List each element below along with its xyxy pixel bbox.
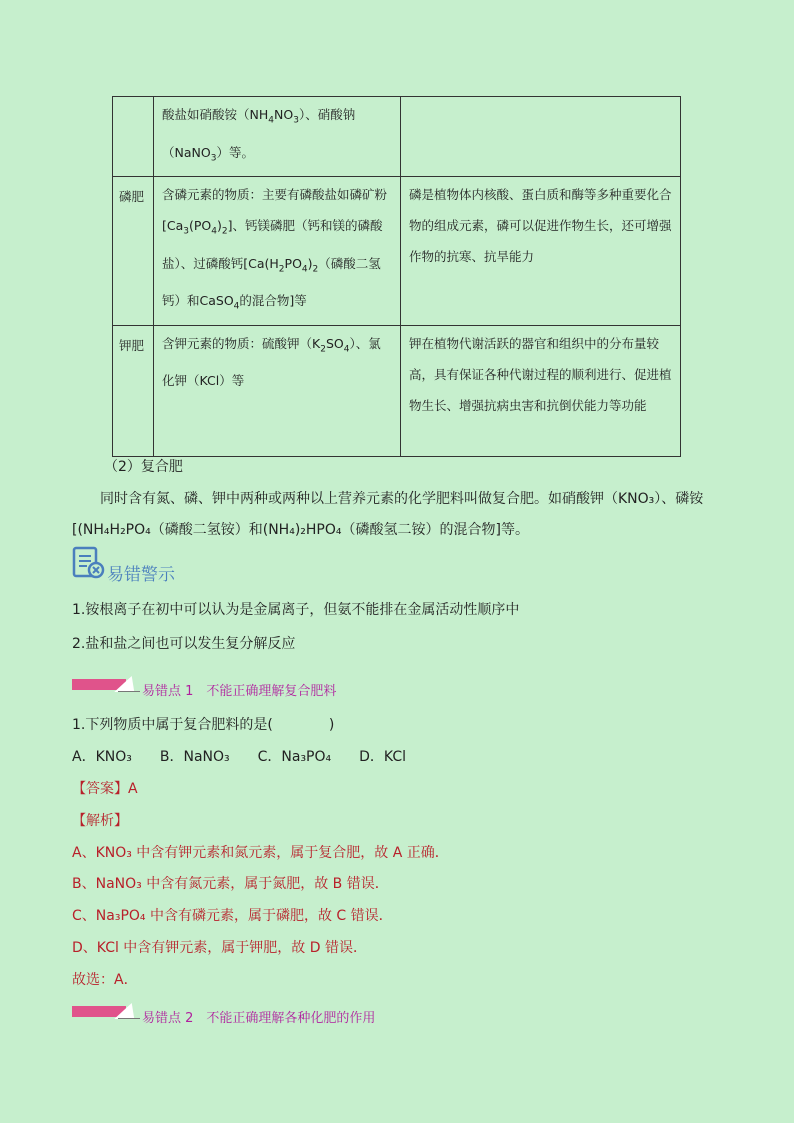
section-heading: （2）复合肥 [104, 459, 183, 475]
table-row [113, 325, 681, 456]
fertilizer-type: 磷肥 [113, 177, 154, 326]
analysis-line: D、KCl 中含有钾元素，属于钾肥，故 D 错误． [72, 940, 367, 956]
table-row [113, 177, 681, 326]
fertilizer-substance: 含钾元素的物质：硫酸钾$(K_2SO_4)$、氯化钾（KCl）等 [154, 325, 401, 456]
warning-point: 1.铵根离子在初中可以认为是金属离子，但氨不能排在金属活动性顺序中 [72, 602, 520, 618]
fertilizer-effect: 磷是植物体内核酸、蛋白质和酶等多种重要化合物的组成元素，磷可以促进作物生长，还可增强作物的抗寒、抗旱能力 [401, 177, 681, 326]
warning-notepad-icon [72, 546, 106, 580]
fertilizer-substance: 酸盐如硝酸铵$(NH_4NO_3)$、硝酸钠（NaNO$_3$）等。 [154, 97, 401, 177]
error-point-title: 易错点 2 不能正确理解各种化肥的作用 [142, 1011, 376, 1026]
answer: 【答案】A [72, 781, 138, 797]
conclusion: 故选：A． [72, 972, 138, 988]
paragraph-line: 同时含有氮、磷、钾中两种或两种以上营养元素的化学肥料叫做复合肥。如硝酸钾（KNO₃）、磷铵 [100, 491, 704, 507]
warning-title: 易错警示 [107, 565, 175, 585]
error-point-title: 易错点 1 不能正确理解复合肥料 [142, 684, 337, 699]
analysis-label: 【解析】 [72, 813, 128, 829]
analysis-line: C、Na₃PO₄ 中含有磷元素，属于磷肥，故 C 错误． [72, 908, 393, 924]
fertilizer-type [113, 97, 154, 177]
question-options: A．KNO₃ B．NaNO₃ C．Na₃PO₄ D．KCl [72, 749, 406, 765]
error-point-banner [72, 1003, 140, 1018]
warning-point: 2.盐和盐之间也可以发生复分解反应 [72, 636, 296, 652]
table-row [113, 97, 681, 177]
error-point-banner [72, 676, 140, 691]
analysis-line: B、NaNO₃ 中含有氮元素，属于氮肥，故 B 错误． [72, 876, 389, 892]
fertilizer-effect [401, 97, 681, 177]
paragraph-line: [(NH₄H₂PO₄（磷酸二氢铵）和(NH₄)₂HPO₄（磷酸氢二铵）的混合物]等。 [72, 522, 529, 538]
fertilizer-substance: 含磷元素的物质：主要有磷酸盐如磷矿粉$[Ca_3(PO_4)_2]$、钙镁磷肥（钙和镁的磷酸盐）、过磷酸钙[$Ca(H_2PO_4)_2$（磷酸二氢钙）和CaSO$_4$的混合物]等 [154, 177, 401, 326]
fertilizer-table [112, 96, 681, 457]
fertilizer-type: 钾肥 [113, 325, 154, 456]
question-text: 1.下列物质中属于复合肥料的是( ) [72, 717, 335, 733]
analysis-line: A、KNO₃ 中含有钾元素和氮元素，属于复合肥，故 A 正确． [72, 845, 449, 861]
fertilizer-effect: 钾在植物代谢活跃的器官和组织中的分布量较高，具有保证各种代谢过程的顺利进行、促进植物生长、增强抗病虫害和抗倒伏能力等功能 [401, 325, 681, 456]
